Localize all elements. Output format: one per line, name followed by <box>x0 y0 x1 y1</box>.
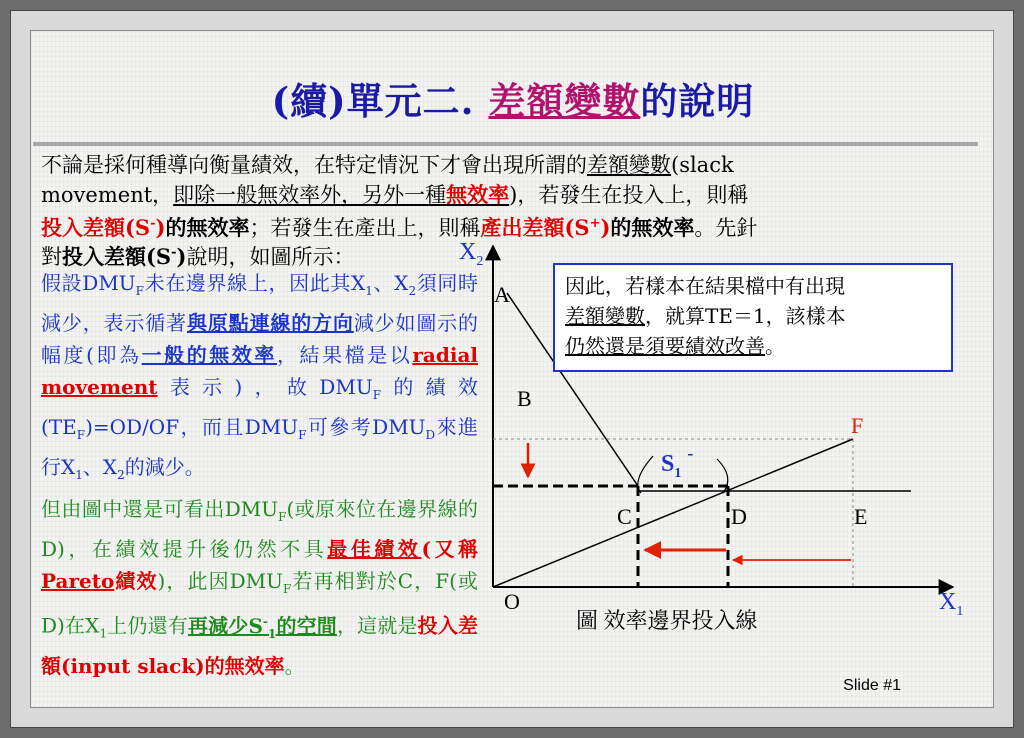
box-text: ，就算TE＝1，該樣本 <box>645 304 846 328</box>
superscript: + <box>589 216 601 231</box>
point-f-label: F <box>851 413 864 438</box>
text: 須同時減少，表示循著 <box>41 271 478 335</box>
subscript: 2 <box>408 284 417 298</box>
subscript: 1 <box>75 468 83 482</box>
text: 又稱 <box>430 537 478 561</box>
input-slack-term: 投入差額(S <box>41 215 151 240</box>
superscript: - <box>171 245 177 260</box>
text: 減少如圖示的幅度(即為 <box>41 311 479 367</box>
paren: ) <box>600 215 611 240</box>
subscript: F <box>372 388 382 402</box>
paren: ) <box>176 244 187 269</box>
text: 、X <box>82 455 118 479</box>
text: ( <box>421 537 431 561</box>
subscript: F <box>278 510 287 524</box>
general-inefficiency-term: 一般的無效率 <box>141 343 277 367</box>
figure-caption: 圖 效率邊界投入線 <box>576 608 758 633</box>
text: 績效 <box>114 569 158 593</box>
paren: ) <box>155 215 166 240</box>
text: ，結果檔是以 <box>277 343 413 367</box>
intro-text: 即除一般無效率外，另外一種 <box>173 183 447 207</box>
point-e-label: E <box>854 504 868 529</box>
box-text: 因此，若樣本在結果檔中有出現 <box>565 274 845 298</box>
radial-movement-term: radial movement <box>41 343 479 399</box>
superscript: - <box>150 216 156 231</box>
text: 的減少。 <box>124 455 205 479</box>
subscript: 1 <box>99 626 108 641</box>
input-slack-term: 投入差額(S <box>62 244 172 269</box>
subscript: D <box>425 428 436 442</box>
text: 若再相對於C，F(或D)在X <box>41 569 479 638</box>
s1-label: $S_1^-$ <box>661 443 694 481</box>
pareto-term: Pareto <box>41 569 115 593</box>
subscript: 1 <box>267 626 277 641</box>
s1-bracket-right <box>717 459 728 493</box>
superscript: - <box>262 614 268 628</box>
text: ，這就是 <box>336 613 418 638</box>
text: 但由圖中還是可看出DMU <box>41 497 279 521</box>
subscript: F <box>135 284 144 298</box>
intro-text: movement， <box>41 183 174 207</box>
title-prefix: (續)單元二. <box>271 79 489 123</box>
point-a-label: A <box>494 282 510 307</box>
intro-text: )，若發生在投入上，則稱 <box>509 183 749 207</box>
text: 上仍還有 <box>107 613 188 638</box>
origin-label: O <box>504 589 520 614</box>
input-slack-inefficiency-term: 投入差額(input slack)的無效率 <box>41 613 479 678</box>
box-text: 。 <box>765 334 785 358</box>
point-d-label: D <box>731 504 747 529</box>
intro-text: (slack <box>671 153 734 177</box>
subscript: F <box>76 428 86 442</box>
text: 假設DMU <box>41 271 136 295</box>
output-slack-term: 產出差額(S <box>480 215 590 240</box>
text: (或原來位在邊界線的D)，在績效提升後仍然不具 <box>41 497 478 561</box>
text: 的空間 <box>276 613 337 638</box>
text: 未在邊界線上，因此其X <box>143 271 366 295</box>
subscript: 2 <box>117 468 125 482</box>
x-axis-label: $X_1$ <box>939 589 964 619</box>
intro-text: 的無效率 <box>165 215 250 240</box>
intro-text: 不論是採何種導向衡量績效，在特定情況下才會出現所謂的 <box>41 153 587 177</box>
text: 、X <box>372 271 409 295</box>
intro-text: 說明，如圖所示： <box>186 245 355 269</box>
intro-inefficiency: 無效率 <box>446 182 510 207</box>
intro-slack-term: 差額變數 <box>587 153 671 177</box>
intro-text: 的無效率 <box>610 215 695 240</box>
title-highlight: 差額變數 <box>488 79 641 123</box>
intro-text: 。先針 <box>694 216 758 240</box>
origin-direction-term: 與原點連線的方向 <box>186 311 354 335</box>
text: )=OD/OF，而且DMU <box>85 415 299 439</box>
text: 再減少S <box>187 613 263 638</box>
intro-text: ；若發生在產出上，則稱 <box>249 216 481 240</box>
point-b-label: B <box>517 386 532 411</box>
note-box <box>553 263 953 372</box>
slide-number: Slide #1 <box>843 677 901 694</box>
best-performance-term: 最佳績效 <box>327 537 422 561</box>
subscript: 1 <box>365 284 373 298</box>
box-improvement-term: 仍然還是須要績效改善 <box>565 334 765 358</box>
title-suffix: 的說明 <box>640 79 755 123</box>
text: 表示)，故DMU <box>157 375 373 399</box>
y-axis-label: $X_2$ <box>459 239 484 269</box>
point-c-label: C <box>617 504 632 529</box>
intro-text: 對 <box>41 245 62 269</box>
subscript: F <box>298 428 307 442</box>
text: 。 <box>284 653 305 678</box>
text: )，此因DMU <box>157 569 284 593</box>
slide <box>30 30 994 708</box>
text: 的績效(TE <box>41 375 479 439</box>
box-slack-term: 差額變數 <box>565 304 645 328</box>
text: 來進行X <box>41 415 478 479</box>
subscript: F <box>283 582 292 596</box>
text: 可參考DMU <box>306 415 426 439</box>
